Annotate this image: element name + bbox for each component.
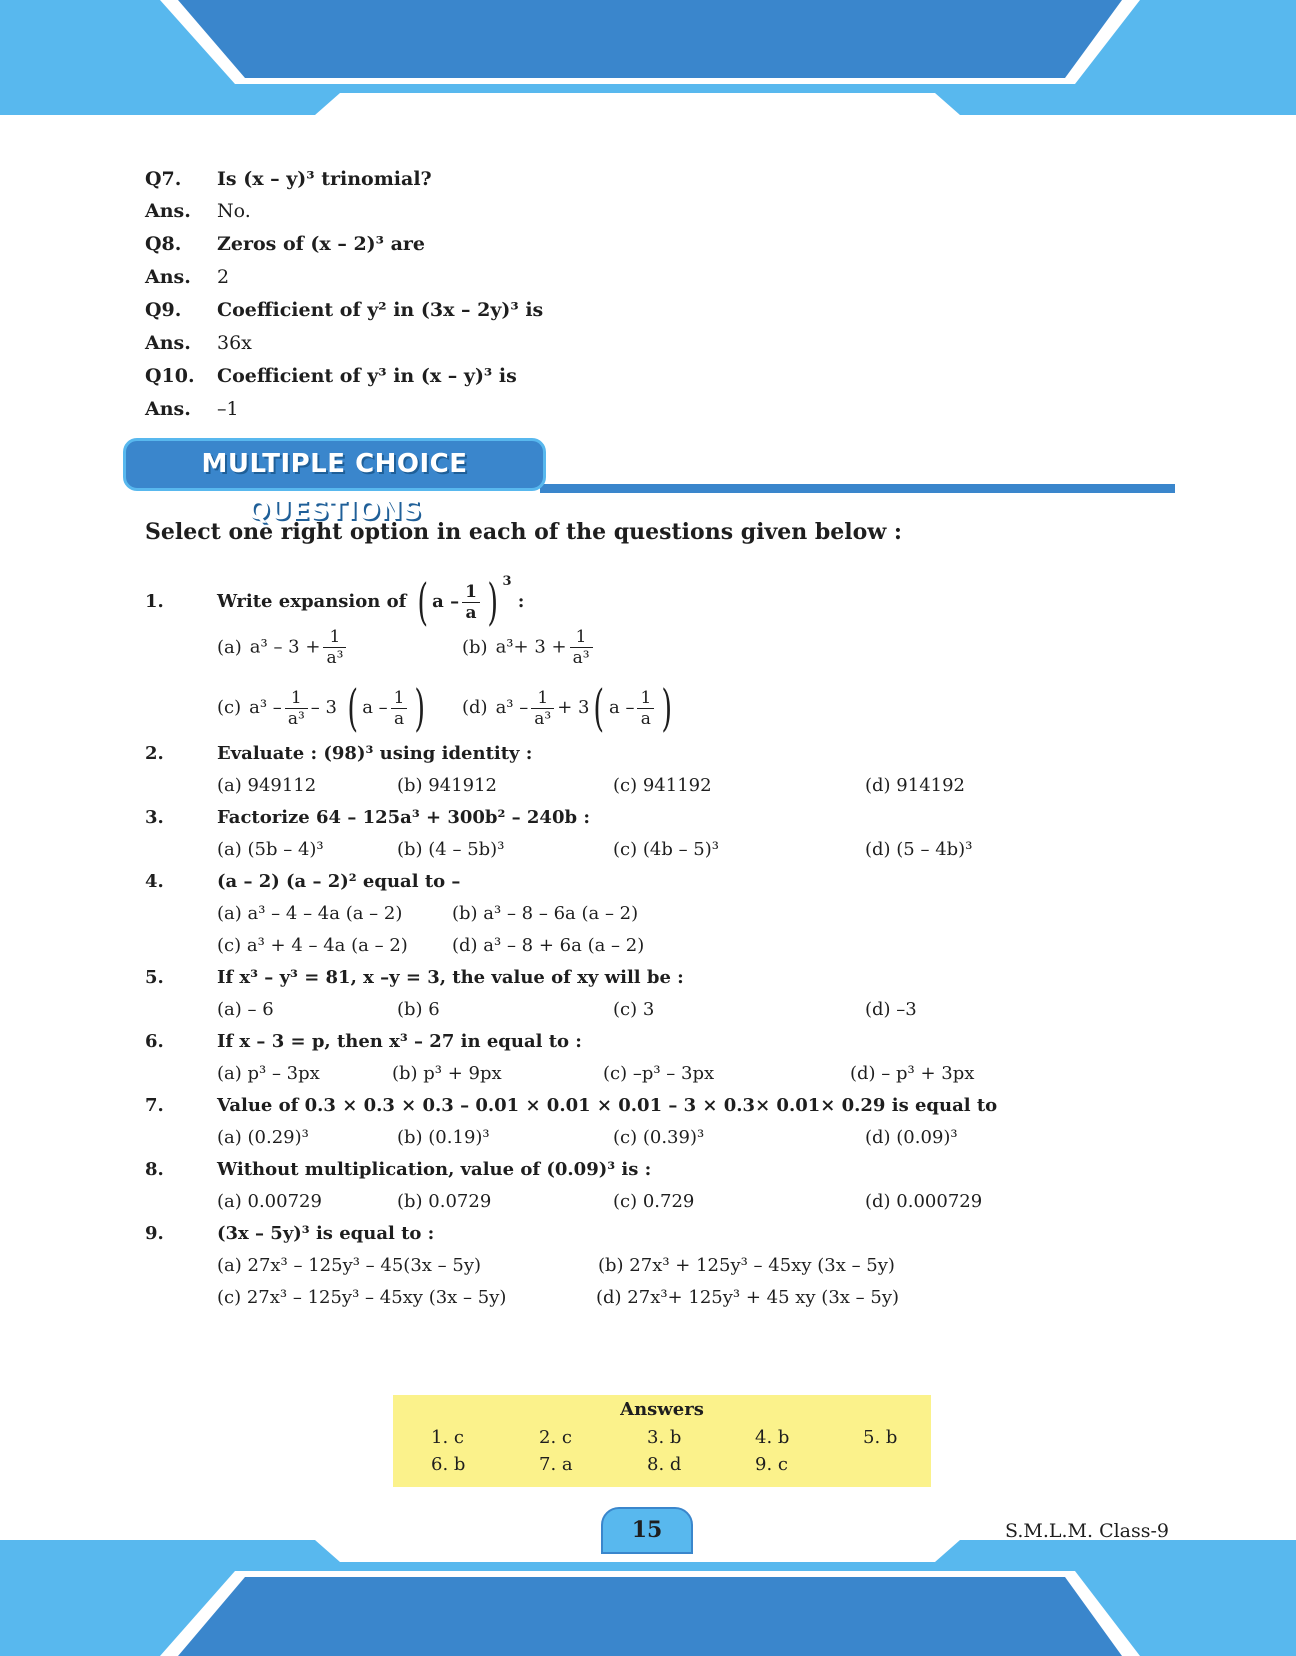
q7-option-b[interactable]: (b) (0.19)³ <box>397 1127 490 1148</box>
option-text: a³ – <box>249 697 282 718</box>
q9-option-c[interactable]: (c) 27x³ – 125y³ – 45xy (3x – 5y) <box>217 1287 507 1308</box>
page-number: 15 <box>601 1507 693 1554</box>
answer-item: 7. a <box>539 1454 573 1475</box>
numerator: 1 <box>323 627 346 648</box>
q7-option-d[interactable]: (d) (0.09)³ <box>865 1127 958 1148</box>
q8-option-d[interactable]: (d) 0.000729 <box>865 1191 983 1212</box>
answer-item: 4. b <box>755 1427 790 1448</box>
numerator: 1 <box>637 688 654 709</box>
q1-option-d[interactable] <box>462 679 677 737</box>
q6-option-b[interactable]: (b) p³ + 9px <box>392 1063 502 1084</box>
top-banner <box>0 0 1296 115</box>
option-text: – 3 <box>310 697 337 718</box>
fraction <box>462 582 480 623</box>
numerator: 1 <box>285 688 308 709</box>
qa-label: Q8. <box>145 233 182 255</box>
paren-left: ( <box>347 679 358 737</box>
answer-item: 6. b <box>431 1454 466 1475</box>
answer-item: 9. c <box>755 1454 788 1475</box>
q2-option-a[interactable]: (a) 949112 <box>217 775 317 796</box>
paren-right: ) <box>661 679 673 737</box>
q9-option-a[interactable]: (a) 27x³ – 125y³ – 45(3x – 5y) <box>217 1255 482 1276</box>
question-2 <box>145 742 532 766</box>
q8-option-c[interactable]: (c) 0.729 <box>613 1191 695 1212</box>
denominator: a³ <box>326 648 344 668</box>
q2-option-d[interactable]: (d) 914192 <box>865 775 966 796</box>
question-9 <box>145 1222 434 1246</box>
question-number: 3. <box>145 807 164 828</box>
question-number: 4. <box>145 871 164 892</box>
option-text: a³+ 3 + <box>495 636 567 658</box>
option-label: (d) <box>462 697 488 718</box>
qa-label: Ans. <box>145 332 191 354</box>
q6-option-c[interactable]: (c) –p³ – 3px <box>603 1063 715 1084</box>
question-number: 8. <box>145 1159 164 1180</box>
qa-text: Coefficient of y³ in (x – y)³ is <box>217 365 517 387</box>
qa-text: Zeros of (x – 2)³ are <box>217 233 426 255</box>
q7-option-c[interactable]: (c) (0.39)³ <box>613 1127 705 1148</box>
q3-option-a[interactable]: (a) (5b – 4)³ <box>217 839 324 860</box>
option-label: (b) <box>462 636 488 658</box>
q7-option-a[interactable]: (a) (0.29)³ <box>217 1127 309 1148</box>
option-text: a³ – <box>495 697 529 718</box>
numerator: 1 <box>391 688 408 709</box>
q3-option-b[interactable]: (b) (4 – 5b)³ <box>397 839 505 860</box>
fraction <box>391 688 408 729</box>
q2-option-b[interactable]: (b) 941912 <box>397 775 498 796</box>
question-7 <box>145 1094 997 1118</box>
answer-item: 2. c <box>539 1427 572 1448</box>
fraction <box>285 688 308 729</box>
q5-option-c[interactable]: (c) 3 <box>613 999 655 1020</box>
question-text: If x – 3 = p, then x³ – 27 in equal to : <box>217 1031 582 1052</box>
q4-option-b[interactable]: (b) a³ – 8 – 6a (a – 2) <box>452 903 639 924</box>
q4-option-d[interactable]: (d) a³ – 8 + 6a (a – 2) <box>452 935 645 956</box>
answer-item: 8. d <box>647 1454 682 1475</box>
answer-item: 1. c <box>431 1427 464 1448</box>
qa-label: Ans. <box>145 266 191 288</box>
denominator: a <box>640 708 651 729</box>
section-title: MULTIPLE CHOICE QUESTIONS <box>123 438 546 491</box>
qa-text: –1 <box>217 398 239 420</box>
question-4 <box>145 870 460 894</box>
bottom-banner <box>0 1540 1296 1656</box>
q4-option-a[interactable]: (a) a³ – 4 – 4a (a – 2) <box>217 903 403 924</box>
option-text: a – <box>362 697 388 718</box>
denominator: a³ <box>572 648 590 668</box>
expr-a: a – <box>432 591 460 612</box>
q9-option-b[interactable]: (b) 27x³ + 125y³ – 45xy (3x – 5y) <box>598 1255 895 1276</box>
question-5 <box>145 966 684 990</box>
question-text: (a – 2) (a – 2)² equal to – <box>217 871 461 892</box>
fraction <box>637 688 654 729</box>
qa-label: Q10. <box>145 365 195 387</box>
question-number: 9. <box>145 1223 164 1244</box>
option-label: (c) <box>217 697 242 718</box>
q6-option-d[interactable]: (d) – p³ + 3px <box>850 1063 975 1084</box>
option-text: a – <box>608 697 635 718</box>
qa-label: Q9. <box>145 299 182 321</box>
question-text: Evaluate : (98)³ using identity : <box>217 743 533 764</box>
qa-row-q7 <box>145 167 432 191</box>
q8-option-a[interactable]: (a) 0.00729 <box>217 1191 322 1212</box>
option-label: (a) <box>217 636 242 658</box>
paren-left: ( <box>593 679 605 737</box>
question-number: 2. <box>145 743 164 764</box>
question-text: Without multiplication, value of (0.09)³ is : <box>217 1159 652 1180</box>
q1-option-b[interactable] <box>462 627 596 668</box>
question-number: 5. <box>145 967 164 988</box>
q6-option-a[interactable]: (a) p³ – 3px <box>217 1063 320 1084</box>
qa-row-ans9 <box>145 331 252 355</box>
question-text: If x³ – y³ = 81, x –y = 3, the value of xy will be : <box>217 967 684 988</box>
colon: : <box>517 591 525 612</box>
denominator: a³ <box>287 708 305 729</box>
answers-title: Answers <box>620 1399 704 1420</box>
qa-text: Is (x – y)³ trinomial? <box>217 168 432 190</box>
section-rule <box>540 484 1175 493</box>
qa-label: Q7. <box>145 168 182 190</box>
question-3 <box>145 806 590 830</box>
denominator: a³ <box>534 708 552 729</box>
q8-option-b[interactable]: (b) 0.0729 <box>397 1191 492 1212</box>
paren-right: ) <box>487 573 499 631</box>
option-text: a³ – 3 + <box>249 636 321 658</box>
numerator: 1 <box>570 627 593 648</box>
answers-box <box>393 1395 931 1487</box>
question-number: 6. <box>145 1031 164 1052</box>
question-number: 7. <box>145 1095 164 1116</box>
qa-text: 36x <box>217 332 252 354</box>
power: 3 <box>502 574 512 589</box>
q5-option-a[interactable]: (a) – 6 <box>217 999 274 1020</box>
paren-left: ( <box>417 573 428 631</box>
option-text: + 3 <box>557 697 590 718</box>
q5-option-b[interactable]: (b) 6 <box>397 999 440 1020</box>
question-text: Value of 0.3 × 0.3 × 0.3 – 0.01 × 0.01 × 0.01 – 3 × 0.3× 0.01× 0.29 is equal to <box>217 1095 998 1116</box>
q3-option-c[interactable]: (c) (4b – 5)³ <box>613 839 719 860</box>
q2-option-c[interactable]: (c) 941192 <box>613 775 712 796</box>
qa-label: Ans. <box>145 200 191 222</box>
question-8 <box>145 1158 651 1182</box>
question-text: Factorize 64 – 125a³ + 300b² – 240b : <box>217 807 590 828</box>
qa-row-ans8 <box>145 265 229 289</box>
qa-text: 2 <box>217 266 230 288</box>
qa-text: Coefficient of y² in (3x – 2y)³ is <box>217 299 544 321</box>
fraction <box>323 627 346 668</box>
question-text: (3x – 5y)³ is equal to : <box>217 1223 435 1244</box>
qa-row-q8 <box>145 232 425 256</box>
answer-item: 3. b <box>647 1427 682 1448</box>
q4-option-c[interactable]: (c) a³ + 4 – 4a (a – 2) <box>217 935 408 956</box>
qa-row-q9 <box>145 298 543 322</box>
qa-text: No. <box>217 200 251 222</box>
qa-row-q10 <box>145 364 517 388</box>
question-6 <box>145 1030 582 1054</box>
qa-row-ans7 <box>145 199 251 223</box>
q1-option-c[interactable] <box>217 679 430 737</box>
qa-row-ans10 <box>145 397 239 421</box>
q9-option-d[interactable]: (d) 27x³+ 125y³ + 45 xy (3x – 5y) <box>596 1287 900 1308</box>
denominator: a <box>465 602 477 623</box>
numerator: 1 <box>462 582 480 603</box>
fraction <box>531 688 554 729</box>
question-text: Write expansion of <box>217 591 407 612</box>
answer-item: 5. b <box>863 1427 898 1448</box>
qa-label: Ans. <box>145 398 191 420</box>
q3-option-d[interactable]: (d) (5 – 4b)³ <box>865 839 973 860</box>
numerator: 1 <box>531 688 554 709</box>
paren-right: ) <box>414 679 426 737</box>
footer-text: S.M.L.M. Class-9 <box>1005 1520 1170 1542</box>
instruction: Select one right option in each of the questions given below : <box>145 519 903 545</box>
denominator: a <box>394 708 405 729</box>
q1-option-a[interactable] <box>217 627 349 668</box>
question-number: 1. <box>145 591 164 612</box>
q5-option-d[interactable]: (d) –3 <box>865 999 917 1020</box>
question-1 <box>145 570 525 631</box>
fraction <box>570 627 593 668</box>
